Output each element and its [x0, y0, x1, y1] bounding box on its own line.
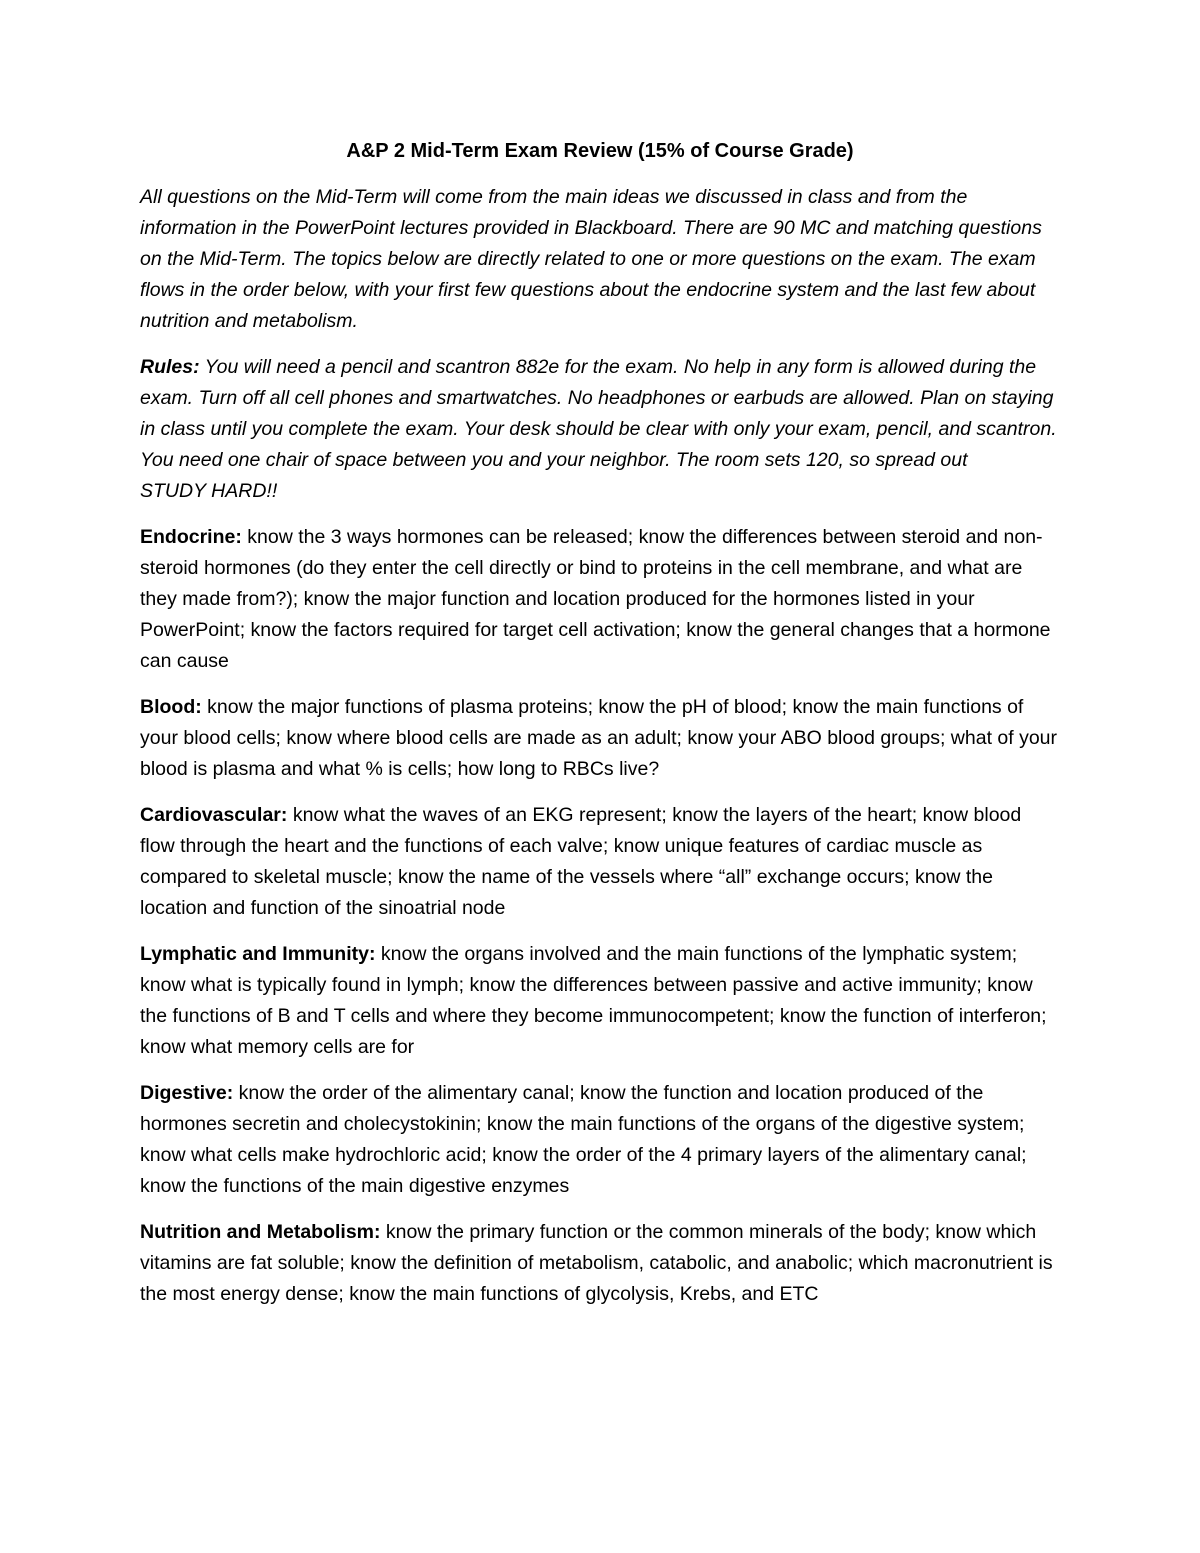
section-text: know the major functions of plasma proteins; know the pH of blood; know the main functions of your blood cells; know where blood cells are made as an adult; know your ABO blood groups; what of your blood is plasma and what % is cells; how long to RBCs live?: [140, 696, 1058, 780]
rules-closing: STUDY HARD!!: [140, 480, 278, 502]
section-digestive: [140, 1078, 1060, 1202]
section-text: know the 3 ways hormones can be released; know the differences between steroid and non-steroid hormones (do they enter the cell directly or bind to proteins in the cell membrane, and what are they made from?); know the major function and location produced for the hormones listed in your PowerPoint; know the factors required for target cell activation; know the general changes that a hormone can cause: [140, 526, 1051, 672]
section-nutrition-metabolism: [140, 1217, 1060, 1310]
section-lymphatic-immunity: [140, 939, 1060, 1063]
page-title: A&P 2 Mid-Term Exam Review (15% of Course Grade): [346, 140, 854, 162]
section-label: Lymphatic and Immunity:: [140, 943, 376, 965]
section-endocrine: [140, 522, 1060, 677]
section-text: know the order of the alimentary canal; know the function and location produced of the hormones secretin and cholecystokinin; know the main functions of the organs of the digestive system; know what cells make hydrochloric acid; know the order of the 4 primary layers of the alimentary canal; know the functions of the main digestive enzymes: [140, 1082, 1027, 1197]
document-page: [140, 136, 1060, 1325]
section-label: Endocrine:: [140, 526, 242, 548]
section-cardiovascular: [140, 800, 1060, 924]
section-label: Blood:: [140, 696, 202, 718]
rules-paragraph: [140, 352, 1060, 507]
rules-text: You will need a pencil and scantron 882e for the exam. No help in any form is allowed during the exam. Turn off all cell phones and smartwatches. No headphones or earbuds are allowed. Plan on staying in class until you complete the exam. Your desk should be clear with only your exam, pencil, and scantron. You need one chair of space between you and your neighbor. The room sets 120, so spread out: [140, 356, 1057, 471]
section-text: know the organs involved and the main functions of the lymphatic system; know what is typically found in lymph; know the differences between passive and active immunity; know the functions of B and T cells and where they become immunocompetent; know the function of interferon; know what memory cells are for: [140, 943, 1047, 1058]
section-blood: [140, 692, 1060, 785]
section-label: Cardiovascular:: [140, 804, 288, 826]
section-text: know what the waves of an EKG represent; know the layers of the heart; know blood flow through the heart and the functions of each valve; know unique features of cardiac muscle as compared to skeletal muscle; know the name of the vessels where “all” exchange occurs; know the location and function of the sinoatrial node: [140, 804, 1022, 919]
section-label: Digestive:: [140, 1082, 234, 1104]
section-text: know the primary function or the common minerals of the body; know which vitamins are fat soluble; know the definition of metabolism, catabolic, and anabolic; which macronutrient is the most energy dense; know the main functions of glycolysis, Krebs, and ETC: [140, 1221, 1053, 1305]
rules-label: Rules:: [140, 356, 200, 378]
section-label: Nutrition and Metabolism:: [140, 1221, 381, 1243]
intro-paragraph: All questions on the Mid-Term will come from the main ideas we discussed in class and from the information in the PowerPoint lectures provided in Blackboard. There are 90 MC and matching questions on the Mid-Term. The topics below are directly related to one or more questions on the exam. The exam flows in the order below, with your first few questions about the endocrine system and the last few about nutrition and metabolism.: [140, 186, 1042, 332]
